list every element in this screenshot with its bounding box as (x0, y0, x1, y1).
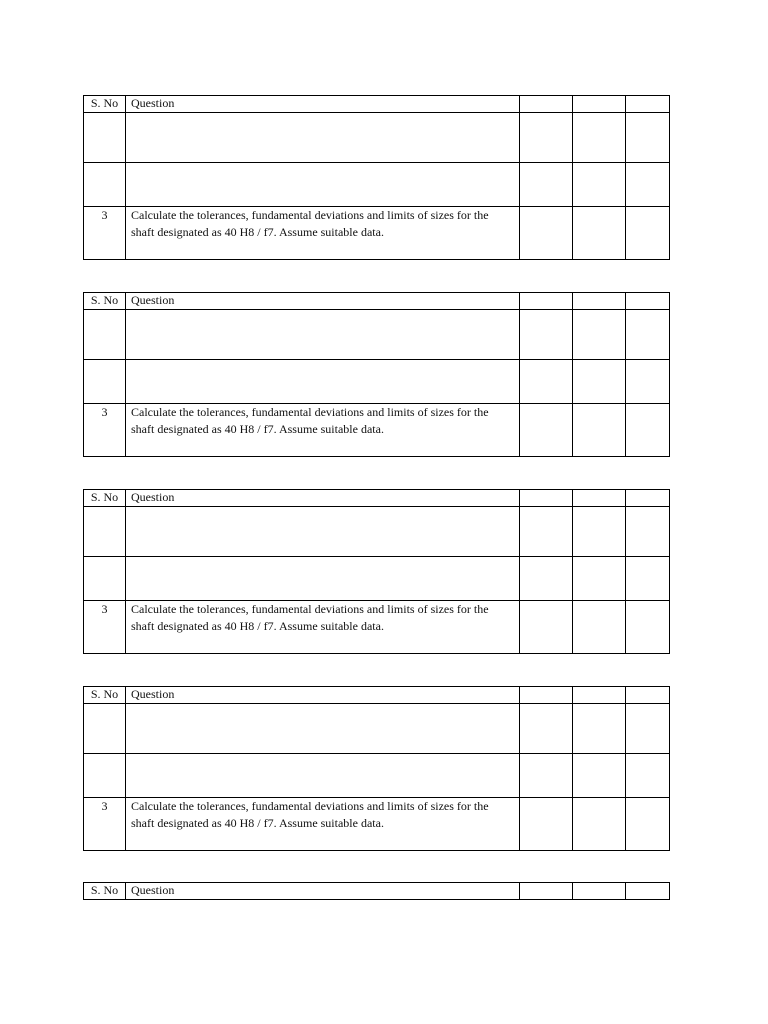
empty-cell (573, 360, 626, 404)
question-table-4 (83, 686, 670, 851)
empty-cell (573, 163, 626, 207)
empty-header-cell (520, 687, 573, 704)
question-table-3 (83, 489, 670, 654)
table-row (84, 601, 670, 654)
empty-cell (520, 507, 573, 557)
empty-cell (573, 207, 626, 260)
question-table-1 (83, 95, 670, 260)
table-row (84, 704, 670, 754)
sno-cell: 3 (84, 601, 126, 654)
question-header: Question (126, 96, 520, 113)
empty-cell (84, 557, 126, 601)
sno-cell: 3 (84, 798, 126, 851)
empty-cell (520, 207, 573, 260)
empty-cell (520, 113, 573, 163)
sno-header: S. No (84, 883, 126, 900)
empty-cell (626, 557, 670, 601)
table-row (84, 163, 670, 207)
empty-cell (520, 404, 573, 457)
table-header-row (84, 96, 670, 113)
table-row (84, 557, 670, 601)
empty-cell (626, 360, 670, 404)
empty-cell (626, 113, 670, 163)
question-text: Calculate the tolerances, fundamental deviations and limits of sizes for the shaft designated as 40 H8 / f7. Assume suitable data. (126, 207, 520, 260)
empty-cell (84, 310, 126, 360)
empty-cell (573, 754, 626, 798)
empty-cell (626, 601, 670, 654)
empty-cell (126, 113, 520, 163)
question-header: Question (126, 490, 520, 507)
empty-cell (126, 557, 520, 601)
question-text: Calculate the tolerances, fundamental deviations and limits of sizes for the shaft designated as 40 H8 / f7. Assume suitable data. (126, 798, 520, 851)
empty-cell (84, 163, 126, 207)
sno-header: S. No (84, 293, 126, 310)
empty-cell (573, 113, 626, 163)
question-text: Calculate the tolerances, fundamental deviations and limits of sizes for the shaft designated as 40 H8 / f7. Assume suitable data. (126, 404, 520, 457)
empty-cell (84, 754, 126, 798)
empty-cell (84, 113, 126, 163)
question-text: Calculate the tolerances, fundamental deviations and limits of sizes for the shaft designated as 40 H8 / f7. Assume suitable data. (126, 601, 520, 654)
empty-cell (520, 360, 573, 404)
empty-header-cell (573, 687, 626, 704)
table-header-row (84, 687, 670, 704)
empty-header-cell (626, 883, 670, 900)
empty-cell (84, 360, 126, 404)
empty-cell (626, 404, 670, 457)
empty-cell (626, 507, 670, 557)
empty-cell (84, 507, 126, 557)
empty-header-cell (573, 883, 626, 900)
empty-cell (126, 507, 520, 557)
sno-header: S. No (84, 490, 126, 507)
empty-header-cell (520, 490, 573, 507)
empty-cell (626, 704, 670, 754)
empty-cell (626, 798, 670, 851)
question-table-5 (83, 882, 670, 900)
empty-cell (126, 360, 520, 404)
empty-cell (126, 163, 520, 207)
table-row (84, 207, 670, 260)
empty-cell (126, 704, 520, 754)
empty-header-cell (573, 490, 626, 507)
empty-cell (520, 310, 573, 360)
empty-cell (573, 601, 626, 654)
empty-cell (626, 163, 670, 207)
table-row (84, 404, 670, 457)
empty-header-cell (573, 96, 626, 113)
empty-cell (520, 601, 573, 654)
empty-header-cell (520, 293, 573, 310)
empty-header-cell (573, 293, 626, 310)
empty-header-cell (520, 96, 573, 113)
question-header: Question (126, 687, 520, 704)
empty-cell (626, 754, 670, 798)
table-row (84, 310, 670, 360)
table-row (84, 798, 670, 851)
empty-cell (520, 557, 573, 601)
sno-header: S. No (84, 96, 126, 113)
question-header: Question (126, 293, 520, 310)
table-header-row (84, 293, 670, 310)
sno-cell: 3 (84, 404, 126, 457)
table-row (84, 360, 670, 404)
empty-cell (626, 310, 670, 360)
empty-cell (84, 704, 126, 754)
empty-header-cell (626, 293, 670, 310)
sno-cell: 3 (84, 207, 126, 260)
empty-cell (626, 207, 670, 260)
empty-header-cell (626, 490, 670, 507)
question-table-2 (83, 292, 670, 457)
empty-header-cell (626, 96, 670, 113)
empty-cell (573, 557, 626, 601)
empty-cell (520, 798, 573, 851)
empty-cell (573, 798, 626, 851)
empty-cell (573, 310, 626, 360)
empty-cell (573, 404, 626, 457)
empty-cell (520, 704, 573, 754)
empty-cell (573, 704, 626, 754)
empty-cell (126, 754, 520, 798)
empty-cell (520, 163, 573, 207)
table-row (84, 754, 670, 798)
empty-cell (573, 507, 626, 557)
question-header: Question (126, 883, 520, 900)
table-header-row (84, 490, 670, 507)
table-row (84, 507, 670, 557)
empty-cell (520, 754, 573, 798)
table-row (84, 113, 670, 163)
sno-header: S. No (84, 687, 126, 704)
table-header-row (84, 883, 670, 900)
empty-header-cell (626, 687, 670, 704)
empty-header-cell (520, 883, 573, 900)
empty-cell (126, 310, 520, 360)
